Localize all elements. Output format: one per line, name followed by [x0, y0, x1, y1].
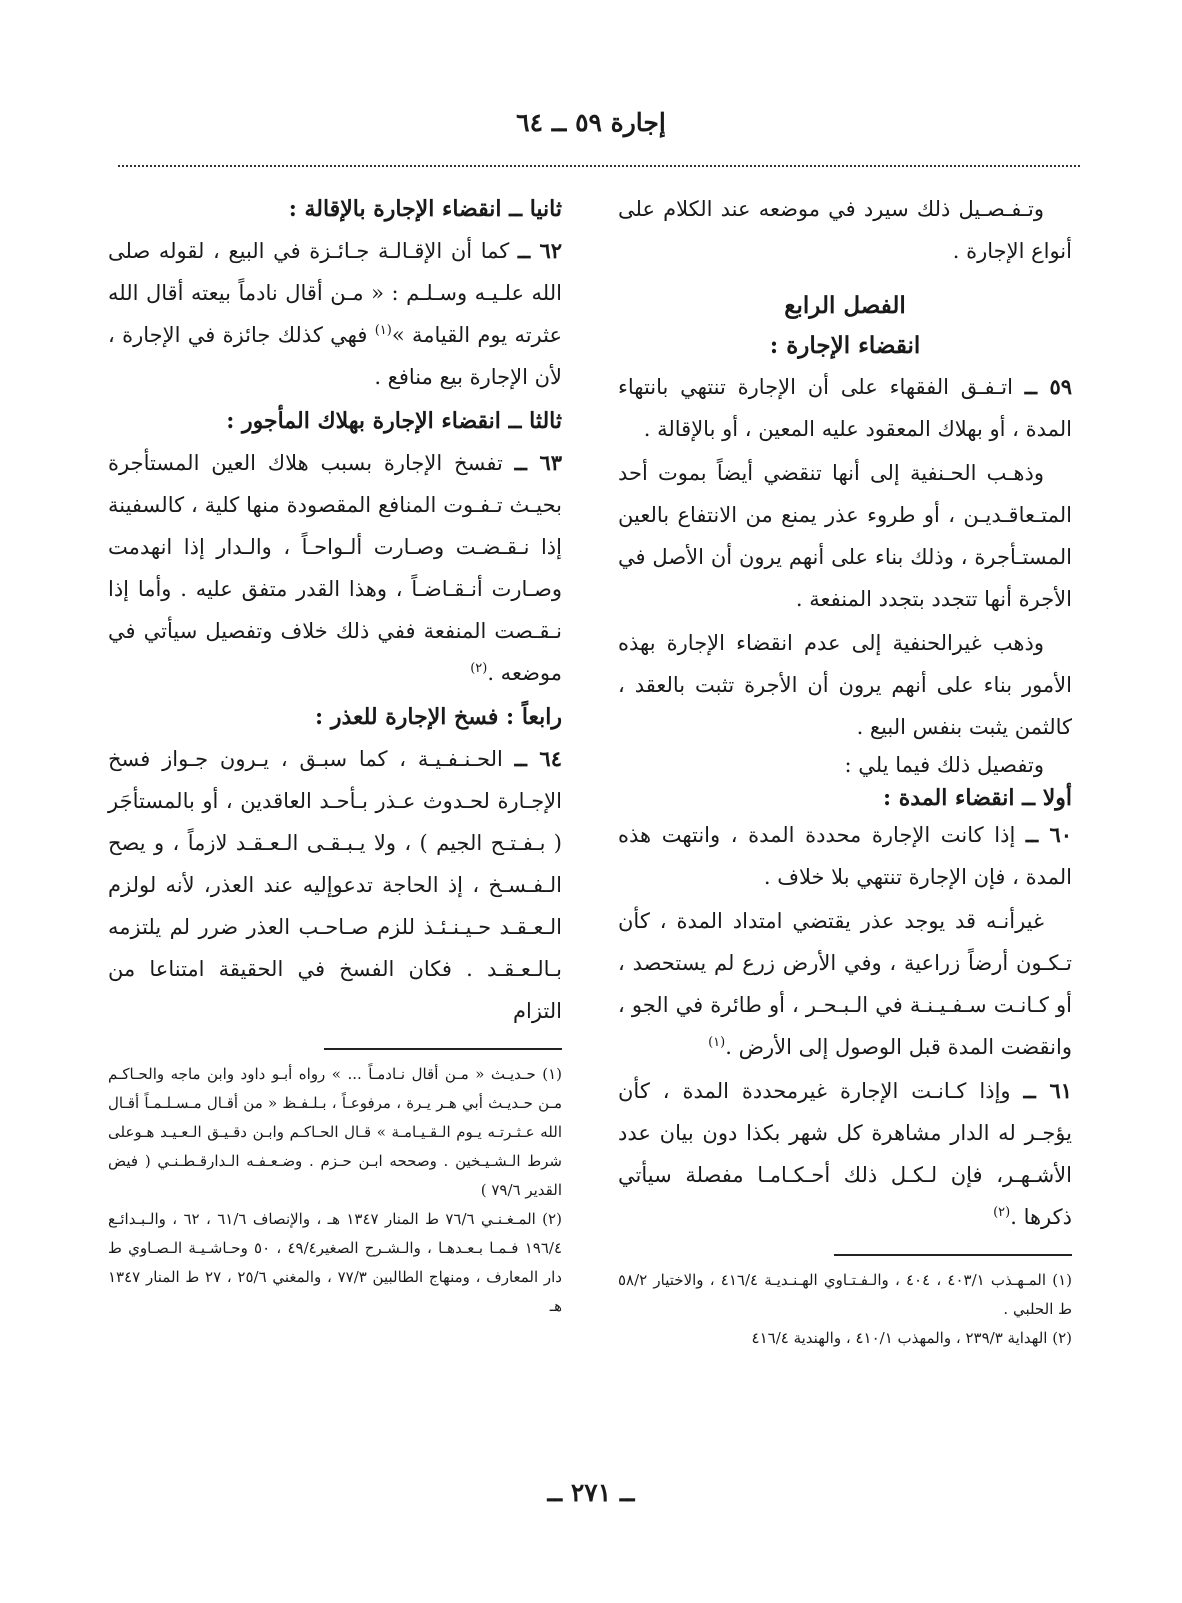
- paragraph-number-64: ٦٤ ــ: [514, 746, 562, 771]
- paragraph-60-text: إذا كانت الإجارة محددة المدة ، وانتهت هذه المدة ، فإن الإجارة تنتهي بلا خلاف .: [618, 823, 1072, 889]
- heading-third-destruction: ثالثا ــ انقضاء الإجارة بهلاك المأجور :: [226, 408, 562, 434]
- chapter-subtitle: انقضاء الإجارة :: [769, 332, 921, 359]
- paragraph-59: [618, 366, 1072, 450]
- paragraph-60-b-text: غيرأنـه قد يوجد عذر يقتضي امتداد المدة ، كأن تـكـون أرضاً زراعية ، وفي الأرض زرع لم يستحصد ، أو كـانـت سـفـيـنـة في الـبـحـر ، أو طائرة في الجو ، وانقضت المدة قبل الوصول إلى الأرض .: [618, 909, 1072, 1059]
- footnote-1: (١) حـديـث « مـن أقال نـادمـاً ... » رواه أبـو داود وابن ماجه والحـاكـم مـن حـديـث أبي هـر يـرة ، مرفوعـاً ، بـلـفـظ « من أقـال مـسـلـمـاً أقـال الله عـثـرتـه يـوم الـقـيـامـة » قـال الحـاكـم وابـن دقـيـق الـعـيـد هـوعلى شرط الـشـيـخين . وصححه ابـن حـزم . وضـعـفـه الـدارقـطـنـي ( فيض القدير ٧٩/٦ ): [108, 1065, 562, 1199]
- right-column: [618, 188, 1072, 1353]
- paragraph-62-text: كما أن الإقـالـة جـائـزة في البيع ، لقوله صلى الله علـيـه وسـلـم : « مـن أقال نادماً بيعته أقال الله عثرته يوم القيامة »: [108, 239, 563, 347]
- paragraph-61: [618, 1070, 1072, 1238]
- paragraph-64-text: الحـنـفـيـة ، كما سبـق ، يـرون جـواز فسخ الإجـارة لحـدوث عـذر بـأحـد العاقدين ، أو بالمستأجَر ( بـفـتـح الجيم ) ، ولا يـبـقـى الـعـقـد لازماً ، و يصح الـفـسـخ ، إذ الحاجة تدعوإليه عند العذر، لأنه لولزم الـعـقـد حـيـنـئـذ للزم صـاحـب العذر ضرر لم يلتزمه بـالـعـقـد . فكان الفسخ في الحقيقة امتناعا من التزام: [108, 747, 562, 1023]
- paragraph-63: [108, 442, 562, 694]
- running-title: إجارة ٥٩ ــ ٦٤: [516, 108, 666, 137]
- footnote-separator: [324, 1048, 562, 1050]
- paragraph-63-text: تفسخ الإجارة بسبب هلاك العين المستأجرة بحيـث تـفـوت المنافع المقصودة منها كلية ، كالسفينة إذا نـقـضـت وصـارت ألـواحـاً ، والـدار إذا انهدمت وصـارت أنـقـاضـاً ، وهذا القدر متفق عليه . وأما إذا نـقـصت المنفعة ففي ذلك خلاف وتفصيل سيأتي في موضعه .: [108, 451, 562, 685]
- paragraph-62: [108, 230, 562, 398]
- left-column: [108, 188, 562, 1321]
- footnote-2: (٢) المـغـنـي ٧٦/٦ ط المنار ١٣٤٧ هـ ، والإنصاف ٦١/٦ ، ٦٢ ، والـبـدائـع ١٩٦/٤ فـمـا بـعـدهـا ، والـشـرح الصغير٤٩/٤ ، ٥٠ وحـاشـيـة الـصـاوي ط دار المعارف ، ومنهاج الطالبين ٧٧/٣ ، والمغني ٢٥/٦ ، ٢٧ ط المنار ١٣٤٧ هـ: [108, 1210, 562, 1315]
- chapter-title: الفصل الرابع: [784, 292, 906, 319]
- heading-second-rescission: ثانيا ــ انقضاء الإجارة بالإقالة :: [288, 196, 562, 222]
- paragraph-number-63: ٦٣ ــ: [514, 450, 562, 475]
- paragraph-62-tail: فهي كذلك جائزة في الإجارة ، لأن الإجارة بيع منافع .: [108, 323, 562, 389]
- heading-first-expiry: أولا ــ انقضاء المدة :: [882, 785, 1072, 811]
- paragraph-59-text: اتـفـق الفقهاء على أن الإجارة تنتهي بانتهاء المدة ، أو بهلاك المعقود عليه المعين ، أو بالإقالة .: [618, 375, 1072, 441]
- right-footnotes: [618, 1266, 1072, 1353]
- footnote-marker: (٢): [470, 661, 488, 676]
- page-number: ــ ٢٧١ ــ: [547, 1478, 635, 1507]
- paragraph-60: [618, 814, 1072, 898]
- footnote-2: (٢) الهداية ٢٣٩/٣ ، والمهذب ٤١٠/١ ، والهندية ٤١٦/٤: [751, 1329, 1072, 1347]
- paragraph-number-60: ٦٠ ــ: [1025, 822, 1072, 847]
- paragraph-60-b: [618, 900, 1072, 1068]
- paragraph-number-62: ٦٢ ــ: [517, 238, 562, 263]
- paragraph-59-c: وذهب غيرالحنفية إلى عدم انقضاء الإجارة بهذه الأمور بناء على أنهم يرون أن الأجرة تثبت بالعقد ، كالثمن يثبت بنفس البيع .: [618, 631, 1072, 739]
- footnote-marker: (١): [708, 1035, 726, 1050]
- intro-paragraph: وتـفـصـيل ذلك سيرد في موضعه عند الكلام على أنواع الإجارة .: [618, 197, 1072, 263]
- left-column-body: [108, 188, 562, 1032]
- paragraph-64: [108, 738, 562, 1032]
- paragraph-59-d: وتفصيل ذلك فيما يلي :: [844, 753, 1044, 777]
- footnote-1: (١) المـهـذب ٤٠٣/١ ، ٤٠٤ ، والـفـتـاوي الهـنـديـة ٤١٦/٤ ، والاختيار ٥٨/٢ ط الحلبي .: [618, 1271, 1072, 1318]
- footnote-separator: [834, 1254, 1072, 1256]
- right-column-body: [618, 188, 1072, 1238]
- paragraph-number-61: ٦١ ــ: [1023, 1078, 1072, 1103]
- heading-fourth-excuse: رابعاً : فسخ الإجارة للعذر :: [315, 704, 562, 730]
- paragraph-number-59: ٥٩ ــ: [1024, 374, 1072, 399]
- paragraph-59-b: وذهـب الحـنفية إلى أنها تنقضي أيضاً بموت أحد المتـعاقـديـن ، أو طروء عذر يمنع من الانتفاع بالعين المستـأجرة ، وذلك بناء على أنهم يرون أن الأصل في الأجرة أنها تتجدد بتجدد المنفعة .: [618, 461, 1072, 611]
- footnote-marker: (١): [374, 323, 392, 338]
- paragraph-61-text: وإذا كـانـت الإجارة غيرمحددة المدة ، كأن يؤجـر له الدار مشاهرة كل شهر بكذا دون بيان عدد الأشـهـر، فإن لـكـل ذلك أحـكـامـا مفصلة سيأتي ذكرها .: [618, 1079, 1072, 1229]
- left-footnotes: [108, 1060, 562, 1321]
- header-dotted-rule: [118, 165, 1080, 167]
- footnote-marker: (٢): [993, 1205, 1011, 1220]
